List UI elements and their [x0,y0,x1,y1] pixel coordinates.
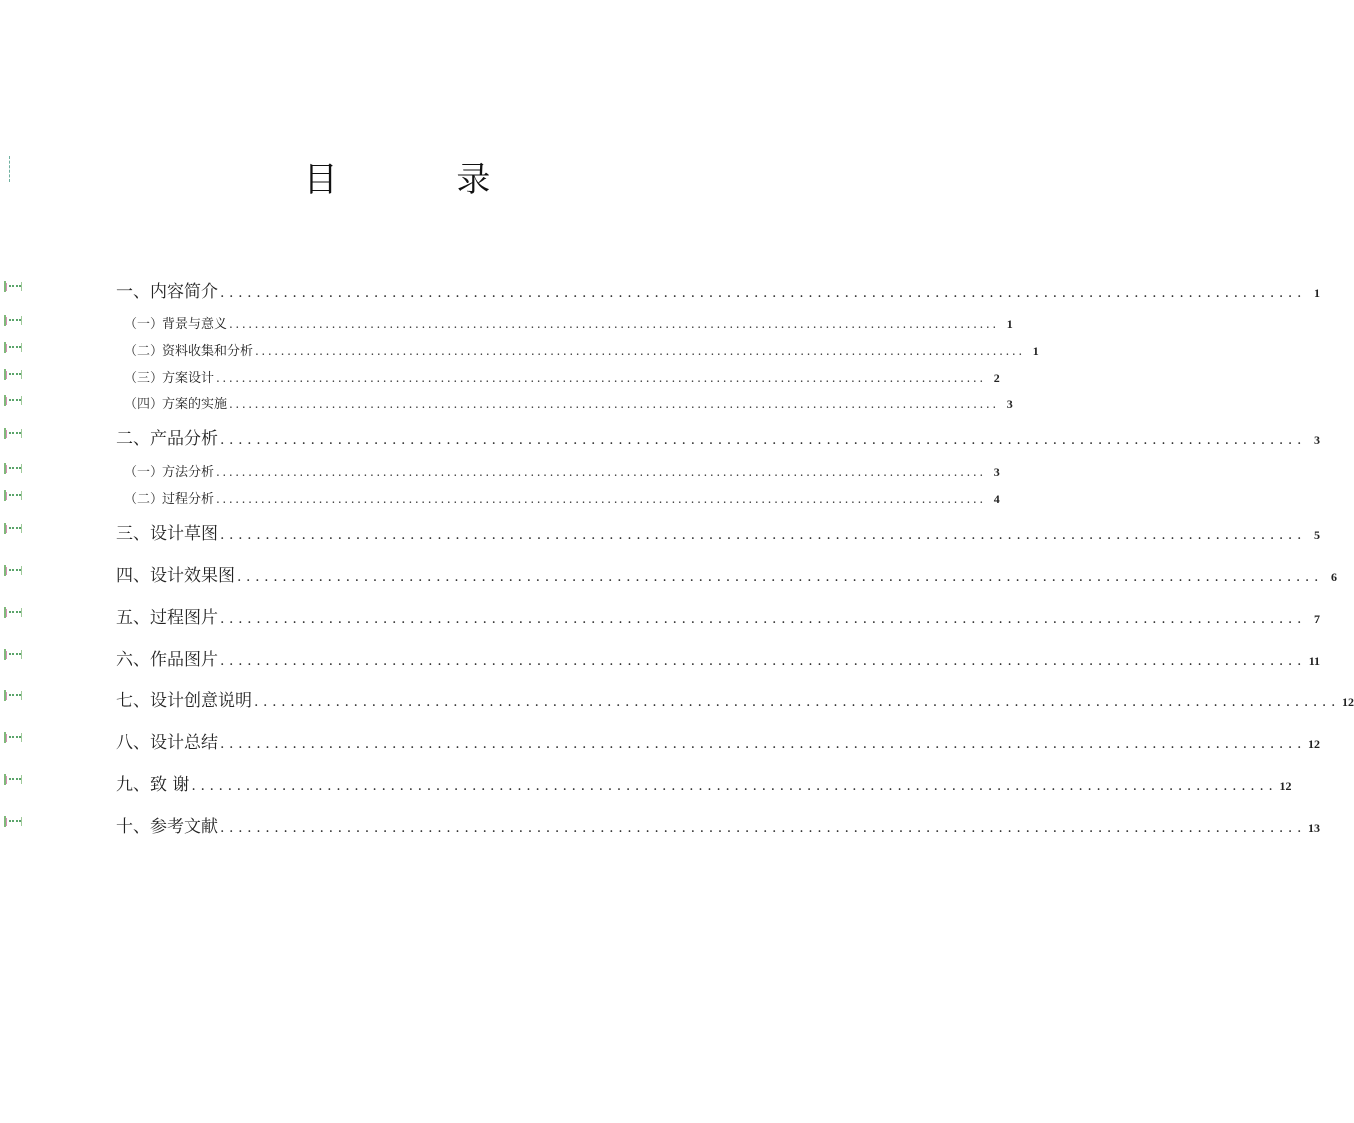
toc-entry-title: 资料收集和分析 [162,344,254,359]
toc-entry-title: 内容简介 [150,282,218,302]
toc-link-marker-icon [4,649,22,659]
toc-entry[interactable] [116,561,1338,586]
toc-dot-leader: ........................................................................................................................ [254,694,1341,710]
toc-page-number: 1 [1314,286,1321,300]
toc-entry-title: 过程图片 [150,608,218,628]
toc-page-number: 5 [1314,528,1321,542]
toc-dot-leader: ........................................................................................................................ [216,371,986,385]
toc-page-number: 2 [993,371,1000,385]
toc-link-marker-icon [4,774,22,784]
toc-entry[interactable] [116,812,1321,837]
toc-link-marker-icon [4,523,22,533]
toc-page-number: 1 [1032,344,1039,358]
toc-link-marker-icon [4,490,22,500]
toc-dot-leader: ........................................................................................................................ [216,492,986,506]
toc-dot-leader: ........................................................................................................................ [255,344,1025,358]
toc-entry[interactable] [116,424,1321,449]
toc-entry-number: 七、 [116,691,150,711]
toc-entry-title: 方案设计 [162,371,215,386]
toc-entry-number: 四、 [116,566,150,586]
toc-page-number: 6 [1331,570,1338,584]
toc-page-number: 4 [993,492,1000,506]
toc-entry[interactable] [124,367,1000,386]
toc-page-number: 12 [1308,737,1321,751]
toc-dot-leader: ........................................................................................................................ [220,820,1307,836]
toc-page-number: 13 [1308,821,1321,835]
toc-dot-leader: ........................................................................................................................ [220,527,1307,543]
toc-entry-number: （二） [124,344,164,359]
toc-entry-title: 设计创意说明 [150,691,252,711]
toc-entry-number: （四） [124,397,164,412]
toc-dot-leader: ........................................................................................................................ [220,432,1307,448]
toc-entry-title: 设计总结 [150,733,218,753]
toc-link-marker-icon [4,281,22,291]
toc-dot-leader: ........................................................................................................................ [191,778,1278,794]
toc-entry-number: 三、 [116,524,150,544]
toc-entry-number: 五、 [116,608,150,628]
toc-entry[interactable] [124,461,1000,480]
toc-dot-leader: ........................................................................................................................ [229,397,999,411]
toc-entry-number: （一） [124,465,164,480]
toc-link-marker-icon [4,732,22,742]
toc-page-number: 12 [1279,779,1292,793]
toc-entry-number: 八、 [116,733,150,753]
toc-entry-title: 方法分析 [162,465,215,480]
toc-dot-leader: ........................................................................................................................ [220,653,1307,669]
toc-link-marker-icon [4,607,22,617]
toc-entry-number: 一、 [116,282,150,302]
toc-entry[interactable] [116,277,1321,302]
toc-link-marker-icon [4,690,22,700]
toc-page-number: 3 [1314,433,1321,447]
toc-entry-number: （一） [124,317,164,332]
toc-entry-number: （二） [124,492,164,507]
toc-entry-number: （三） [124,371,164,386]
toc-page-number: 7 [1314,612,1321,626]
toc-page-number: 3 [1006,397,1013,411]
toc-entry[interactable] [124,313,1013,332]
toc-page-number: 1 [1006,317,1013,331]
toc-page-number: 11 [1308,654,1321,668]
toc-page-number: 12 [1342,695,1354,709]
toc-dot-leader: ........................................................................................................................ [237,569,1324,585]
toc-entry[interactable] [124,488,1000,507]
toc-entry[interactable] [124,340,1039,359]
toc-entry[interactable] [116,603,1321,628]
toc-link-marker-icon [4,395,22,405]
toc-entry-number: 六、 [116,650,150,670]
toc-link-marker-icon [4,428,22,438]
toc-entry-number: 九、 [116,775,150,795]
toc-entry[interactable] [124,393,1013,412]
toc-entry-title: 致 谢 [150,775,190,795]
toc-dot-leader: ........................................................................................................................ [220,736,1307,752]
toc-entry[interactable] [116,770,1292,795]
toc-entry-title: 参考文献 [150,817,218,837]
toc-entry-number: 十、 [116,817,150,837]
toc-entry-title: 设计效果图 [150,566,235,586]
toc-entry-title: 作品图片 [150,650,218,670]
toc-entry-title: 设计草图 [150,524,218,544]
toc-link-marker-icon [4,565,22,575]
toc-entry[interactable] [116,519,1321,544]
toc-link-marker-icon [4,315,22,325]
toc-link-marker-icon [4,816,22,826]
toc-entry-title: 过程分析 [162,492,215,507]
toc-dot-leader: ........................................................................................................................ [220,285,1307,301]
toc-entry-number: 二、 [116,429,150,449]
toc-dot-leader: ........................................................................................................................ [216,465,986,479]
toc-entry[interactable] [116,686,1354,711]
toc-dot-leader: ........................................................................................................................ [229,317,999,331]
toc-link-marker-icon [4,369,22,379]
toc-entry[interactable] [116,645,1321,670]
page-title: 目 录 [303,160,545,200]
toc-link-marker-icon [4,463,22,473]
toc-entry[interactable] [116,728,1321,753]
toc-entry-title: 产品分析 [150,429,218,449]
toc-page-number: 3 [993,465,1000,479]
toc-dot-leader: ........................................................................................................................ [220,611,1307,627]
toc-entry-title: 方案的实施 [162,397,228,412]
toc-entry-title: 背景与意义 [162,317,228,332]
toc-link-marker-icon [4,342,22,352]
